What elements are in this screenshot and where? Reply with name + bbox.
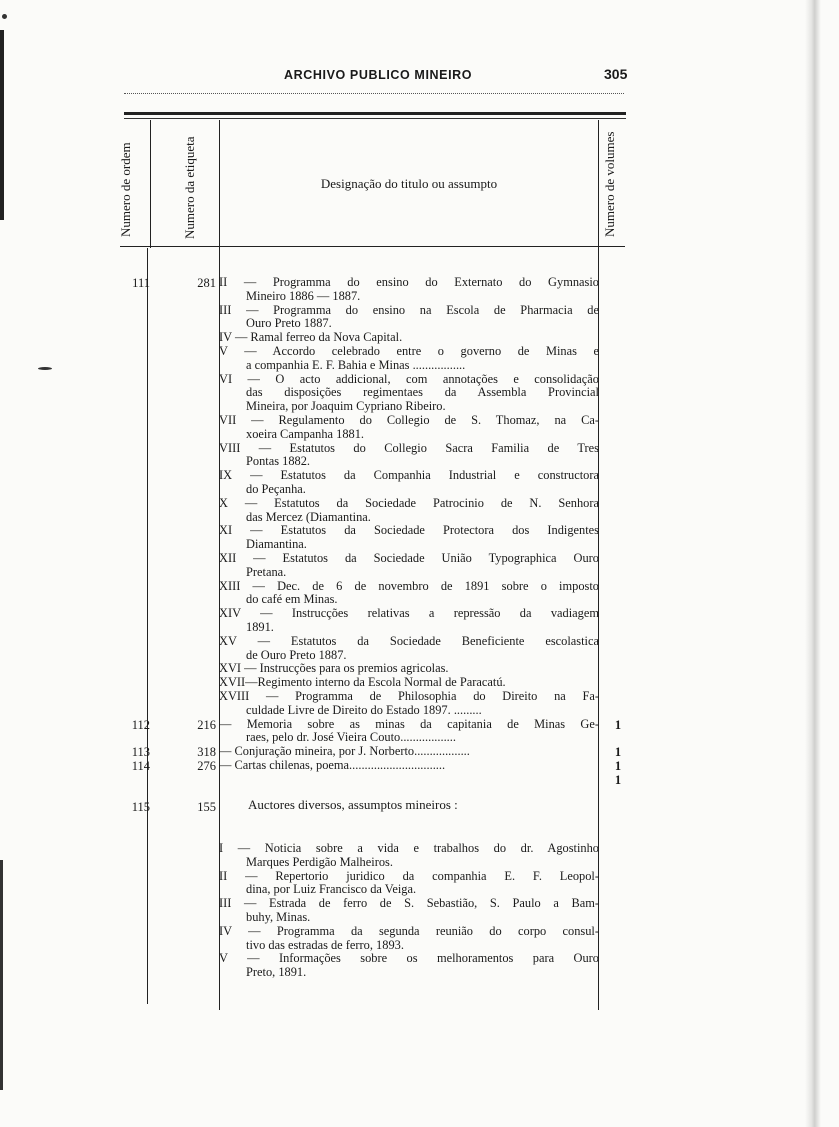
entry-line: VI — O acto addicional, com annotações e consolidação <box>219 372 599 386</box>
ordem-number: 114 <box>131 759 150 773</box>
running-title: ARCHIVO PUBLICO MINEIRO <box>284 68 473 82</box>
entry-line: XIII — Dec. de 6 de novembro de 1891 sobre o imposto <box>219 579 599 593</box>
etiqueta-number: 281 <box>197 276 216 290</box>
entry-line: buhy, Minas. <box>246 910 311 924</box>
entry-line: Mineira, por Joaquim Cypriano Ribeiro. <box>246 400 446 414</box>
entry-line: XVIII — Programma de Philosophia do Direito na Fa- <box>219 689 599 703</box>
etiqueta-number: 216 <box>197 718 216 732</box>
entry-line: III — Estrada de ferro de S. Sebastião, S. Paulo a Bam- <box>219 897 599 911</box>
entry-line: — Conjuração mineira, por J. Norberto.................. <box>219 745 470 759</box>
ordem-number: 112 <box>131 718 150 732</box>
volumes-number: 1 <box>614 745 622 759</box>
etiqueta-number: 155 <box>197 800 216 814</box>
entry-line: XV — Estatutos da Sociedade Beneficiente escolastica <box>219 634 599 648</box>
column-header-ordem: Numero de ordem <box>118 142 133 237</box>
ordem-number: 113 <box>131 745 150 759</box>
entry-line: V — Accordo celebrado entre o governo de Minas e <box>219 344 599 358</box>
column-header-volumes: Numero de volumes <box>602 131 617 237</box>
entry-line: IV — Ramal ferreo da Nova Capital. <box>219 331 403 345</box>
volumes-number: 1 <box>614 773 622 787</box>
entry-line: Pontas 1882. <box>246 455 311 469</box>
entry-line: XII — Estatutos da Sociedade União Typographica Ouro <box>219 551 599 565</box>
scan-shadow-left <box>0 30 4 220</box>
entry-line: raes, pelo dr. José Vieira Couto.................. <box>246 731 456 745</box>
entry-line: de Ouro Preto 1887. <box>246 648 347 662</box>
etiqueta-number: 318 <box>197 745 216 759</box>
entry-line: 1891. <box>246 620 274 634</box>
table-top-thin-rule <box>124 118 626 119</box>
entry-line: do café em Minas. <box>246 593 338 607</box>
entry-list-group1 <box>219 276 599 773</box>
entry-line: X — Estatutos da Sociedade Patrocinio de N. Senhora <box>219 496 599 510</box>
entry-line: XIV — Instrucções relativas a repressão da vadiagem <box>219 607 599 621</box>
entry-line: III — Programma do ensino na Escola de Pharmacia de <box>219 303 599 317</box>
column-divider <box>147 248 148 1004</box>
entry-line: — Memoria sobre as minas da capitania de Minas Ge- <box>219 717 599 731</box>
entry-line: VIII — Estatutos do Collegio Sacra Familia de Tres <box>219 441 599 455</box>
entry-line: Ouro Preto 1887. <box>246 317 332 331</box>
ordem-number: 111 <box>132 276 150 290</box>
entry-line: VII — Regulamento do Collegio de S. Thomaz, na Ca- <box>219 413 599 427</box>
entry-line: XVI — Instrucções para os premios agricolas. <box>219 662 449 676</box>
volumes-number: 1 <box>614 759 622 773</box>
column-header-designacao: Designação do titulo ou assumpto <box>320 176 498 191</box>
entry-line: IV — Programma da segunda reunião do corpo consul- <box>219 924 599 938</box>
ordem-number: 115 <box>131 800 150 814</box>
header-dotted-rule <box>124 93 624 94</box>
entry-line: culdade Livre de Direito do Estado 1897. ......... <box>246 703 482 717</box>
entry-line: Mineiro 1886 — 1887. <box>246 289 361 303</box>
column-divider <box>150 120 151 248</box>
entry-line: V — Informações sobre os melhoramentos para Ouro <box>219 952 599 966</box>
entry-line: IX — Estatutos da Companhia Industrial e constructora <box>219 469 599 483</box>
entry-line: xoeira Campanha 1881. <box>246 427 365 441</box>
entry-line: Preto, 1891. <box>246 966 307 980</box>
volumes-number: 1 <box>614 718 622 732</box>
entry-line: II — Repertorio juridico da companhia E. F. Leopol- <box>219 869 599 883</box>
section-heading: Auctores diversos, assumptos mineiros : <box>248 797 458 812</box>
entry-line: Diamantina. <box>246 538 307 552</box>
entry-line: XI — Estatutos da Sociedade Protectora dos Indigentes <box>219 524 599 538</box>
etiqueta-number: 276 <box>197 759 216 773</box>
column-header-etiqueta: Numero da etiqueta <box>182 136 197 239</box>
entry-line: Pretana. <box>246 565 287 579</box>
entry-line: dina, por Luiz Francisco da Veiga. <box>246 883 417 897</box>
entry-line: XVII—Regimento interno da Escola Normal de Paracatú. <box>219 676 506 690</box>
entry-line: das Mercez (Diamantina. <box>246 510 371 524</box>
scan-shadow-left-lower <box>0 860 3 1090</box>
entry-line: a companhia E. F. Bahia e Minas ................. <box>246 358 466 372</box>
entry-line: — Cartas chilenas, poema............................... <box>219 758 446 772</box>
page-number: 305 <box>604 66 628 82</box>
scan-shadow-right <box>805 0 821 1127</box>
table-top-rule <box>124 112 626 115</box>
scan-speck <box>38 367 52 370</box>
entry-list-group2 <box>219 842 599 980</box>
header-bottom-rule <box>120 246 625 247</box>
running-head <box>0 66 839 86</box>
entry-line: I — Noticia sobre a vida e trabalhos do dr. Agostinho <box>219 842 599 855</box>
entry-line: Marques Perdigão Malheiros. <box>246 855 393 869</box>
scan-speck <box>2 14 7 19</box>
entry-line: II — Programma do ensino do Externato do Gymnasio <box>219 276 599 289</box>
entry-line: tivo das estradas de ferro, 1893. <box>246 938 404 952</box>
entry-line: das disposições regimentaes da Assembla Provincial <box>246 386 599 400</box>
entry-line: do Peçanha. <box>246 482 306 496</box>
